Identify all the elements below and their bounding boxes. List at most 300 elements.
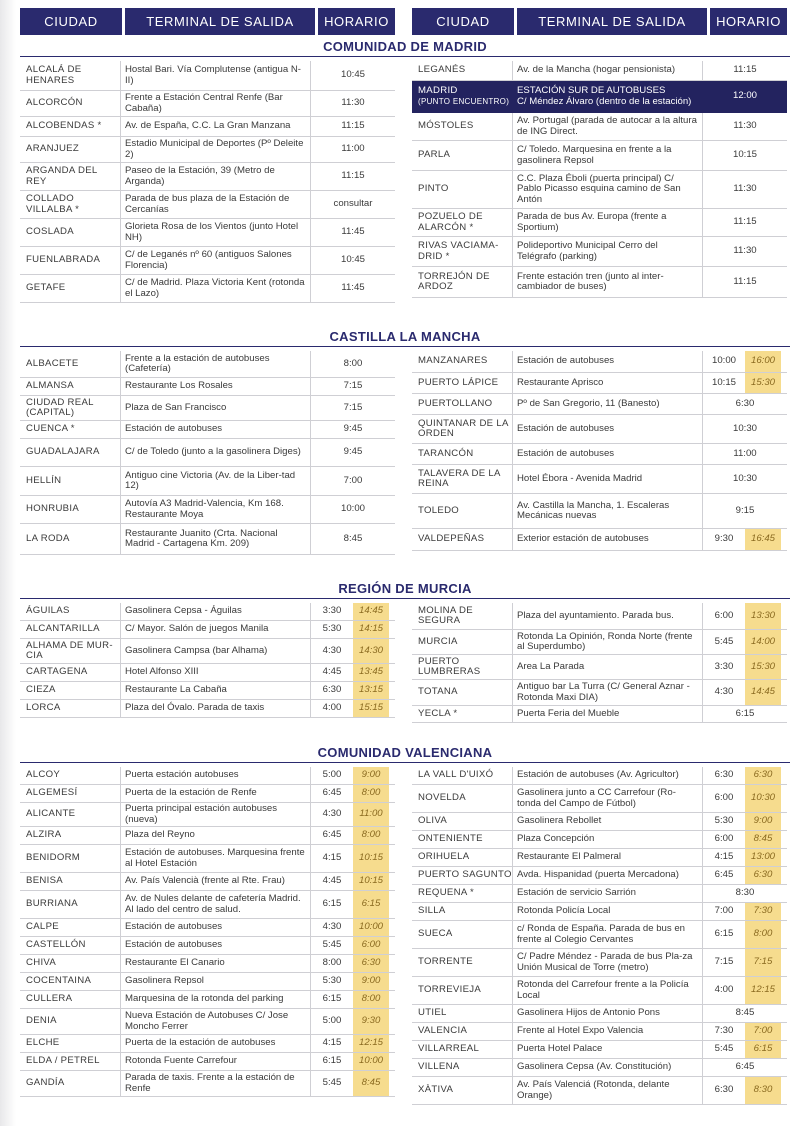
city-name: CHIVA — [26, 957, 57, 969]
second-departure-time: 10:30 — [745, 785, 781, 812]
terminal-address: Estación de autobuses — [517, 422, 615, 434]
table-row — [412, 831, 787, 849]
departure-time: 5:45 — [322, 1077, 342, 1089]
second-departure-time: 7:00 — [745, 1023, 781, 1040]
table-row — [412, 1077, 787, 1105]
city-name: VILLENA — [418, 1061, 460, 1073]
schedule-cell — [311, 1071, 395, 1096]
schedule-cell — [703, 267, 787, 297]
city-name: CALPE — [26, 921, 59, 933]
table-row — [20, 524, 395, 555]
terminal-address: Pº de San Gregorio, 11 (Banesto) — [517, 397, 660, 409]
schedule-cell — [311, 91, 395, 116]
city-cell — [412, 870, 512, 880]
city-name: QUINTANAR DE LA ORDEN — [418, 417, 509, 439]
terminal-cell — [512, 1059, 703, 1076]
schedule-cell — [311, 827, 395, 844]
departure-time: 6:45 — [714, 869, 734, 881]
departure-time: 5:45 — [714, 635, 734, 647]
city-cell — [20, 98, 120, 108]
second-departure-time: 7:15 — [745, 949, 781, 976]
departure-time: 4:45 — [322, 875, 342, 887]
terminal-wrap — [125, 894, 306, 915]
region-section — [20, 328, 790, 549]
table-row — [412, 867, 787, 885]
second-departure-time: 13:15 — [353, 682, 389, 699]
terminal-address: Rotonda Policía Local — [517, 905, 611, 917]
city-name: ALBACETE — [26, 357, 79, 369]
terminal-cell — [120, 621, 311, 638]
second-departure-time: 8:00 — [353, 827, 389, 844]
departure-time: 5:30 — [322, 623, 342, 635]
schedule-cell — [311, 1053, 395, 1070]
schedule-cell — [311, 61, 395, 90]
terminal-cell — [512, 767, 703, 784]
terminal-address: Avda. Hispanidad (puerta Mercadona) — [517, 869, 679, 881]
schedule-cell — [703, 630, 787, 654]
city-cell — [412, 272, 512, 293]
schedule-cell — [311, 496, 395, 523]
schedule-cell — [311, 682, 395, 699]
terminal-address: Puerta Hotel Palace — [517, 1043, 603, 1055]
city-name: ARGANDA DEL REY — [26, 165, 98, 187]
terminal-wrap — [517, 86, 691, 107]
schedule-cell — [703, 1041, 787, 1058]
departure-time: 7:00 — [714, 905, 734, 917]
departure-time: 10:45 — [340, 69, 365, 81]
schedule-cell — [311, 275, 395, 302]
city-name: VALENCIA — [418, 1025, 468, 1037]
terminal-address: Frente a Estación Central Renfe (Bar Cabaña) — [125, 92, 283, 114]
city-cell — [20, 283, 120, 293]
departure-time: 6:15 — [714, 928, 734, 940]
schedule-cell — [311, 803, 395, 826]
terminal-address: Restaurante Los Rosales — [125, 380, 233, 392]
departure-time: 10:00 — [711, 355, 736, 367]
departure-time: 7:00 — [343, 474, 363, 486]
table-row — [20, 603, 395, 621]
header-terminal: TERMINAL DE SALIDA — [517, 8, 707, 35]
terminal-address: Nueva Estación de Autobuses C/ Jose Moncho Ferrer — [125, 1010, 289, 1032]
terminal-cell — [512, 867, 703, 884]
departure-time: 4:00 — [714, 984, 734, 996]
region-divider — [20, 762, 790, 763]
terminal-address: Gasolinera Rebollet — [517, 815, 602, 827]
city-cell — [412, 770, 512, 780]
second-departure-time: 6:00 — [353, 937, 389, 954]
terminal-cell — [512, 61, 703, 80]
schedule-cell — [703, 444, 787, 464]
terminal-wrap — [517, 449, 614, 459]
departure-time: 5:00 — [322, 1015, 342, 1027]
city-name: ALCANTARILLA — [26, 623, 100, 635]
terminal-address: Estación de autobuses. Marquesina frente al Hotel Estación — [125, 847, 305, 869]
terminal-cell — [512, 849, 703, 866]
header-left — [20, 8, 395, 35]
city-cell — [412, 241, 512, 262]
table-row — [412, 351, 787, 373]
terminal-cell — [512, 171, 703, 208]
schedule-cell — [311, 700, 395, 717]
terminal-wrap — [517, 424, 614, 434]
departure-time: 4:15 — [714, 851, 734, 863]
terminal-address: Gasolinera Campsa (bar Alhama) — [125, 644, 268, 656]
terminal-address: Estación de servicio Sarrión — [517, 887, 636, 899]
city-name: MÓSTOLES — [418, 120, 474, 132]
schedule-cell — [703, 61, 787, 80]
terminal-wrap — [517, 501, 698, 522]
second-departure-time: 12:15 — [745, 977, 781, 1004]
schedule-cell — [703, 113, 787, 140]
second-departure-time: 13:30 — [745, 603, 781, 629]
city-cell — [20, 703, 120, 713]
departure-time: 11:15 — [733, 275, 757, 287]
table-row — [20, 682, 395, 700]
city-name: CUENCA * — [26, 423, 75, 435]
terminal-cell — [512, 1041, 703, 1058]
departure-time: 11:30 — [733, 245, 757, 257]
departure-time: 8:00 — [343, 357, 363, 369]
table-row — [20, 439, 395, 467]
table-row — [20, 785, 395, 803]
terminal-cell — [512, 141, 703, 170]
departure-time: 11:00 — [733, 447, 757, 459]
city-cell — [412, 419, 512, 440]
city-name: PUERTO SAGUNTO — [418, 869, 512, 881]
region-title: CASTILLA LA MANCHA — [329, 329, 481, 344]
terminal-wrap — [517, 212, 698, 233]
city-name: LA RODA — [26, 532, 70, 544]
terminal-wrap — [125, 424, 222, 434]
table-row — [20, 973, 395, 991]
schedule-cell — [703, 655, 787, 679]
terminal-cell — [512, 81, 703, 112]
terminal-address: Restaurante La Cabaña — [125, 684, 227, 696]
terminal-address: Rotonda La Opinión, Ronda Norte (frente al Superdumbo) — [517, 630, 693, 652]
city-cell — [412, 709, 512, 719]
terminal-cell — [120, 421, 311, 438]
second-departure-time: 15:30 — [745, 373, 781, 393]
terminal-address: Gasolinera Repsol — [125, 975, 204, 987]
schedule-cell — [311, 919, 395, 936]
terminal-cell — [120, 191, 311, 218]
schedule-column-right — [412, 603, 787, 723]
departure-time: 6:30 — [322, 684, 342, 696]
table-row — [20, 467, 395, 496]
terminal-wrap — [125, 65, 306, 86]
table-row — [412, 113, 787, 141]
city-cell — [412, 1026, 512, 1036]
departure-time: 4:30 — [714, 686, 734, 698]
terminal-cell — [120, 767, 311, 784]
terminal-address: Estación de autobuses — [517, 447, 615, 459]
city-name: TALAVERA DE LA REINA — [418, 467, 501, 489]
city-subtitle: (PUNTO ENCUENTRO) — [418, 96, 510, 106]
departure-time: 5:00 — [322, 769, 342, 781]
table-row — [20, 873, 395, 891]
table-row — [412, 1059, 787, 1077]
terminal-cell — [512, 351, 703, 372]
terminal-wrap — [125, 848, 306, 869]
region-title: REGIÓN DE MURCIA — [338, 581, 472, 596]
region-title: COMUNIDAD DE MADRID — [323, 39, 487, 54]
terminal-cell — [512, 267, 703, 297]
city-cell — [412, 212, 512, 233]
terminal-wrap — [125, 250, 306, 271]
table-row — [20, 1035, 395, 1053]
schedule-cell — [703, 785, 787, 812]
terminal-cell — [120, 467, 311, 495]
terminal-wrap — [125, 667, 199, 677]
departure-time: 10:30 — [732, 472, 757, 484]
departure-time: 7:15 — [343, 401, 363, 413]
terminal-wrap — [517, 1080, 698, 1101]
meeting-point-row — [412, 81, 787, 113]
second-departure-time: 9:00 — [353, 973, 389, 990]
schedule-cell — [311, 191, 395, 218]
second-departure-time: 6:30 — [353, 955, 389, 972]
city-name: VILLARREAL — [418, 1043, 480, 1055]
city-name: TORREJÓN DE ARDOZ — [418, 270, 490, 292]
terminal-address: Plaza de San Francisco — [125, 401, 227, 413]
terminal-address: Estación de autobuses — [125, 939, 223, 951]
terminal-cell — [512, 785, 703, 812]
terminal-wrap — [517, 816, 601, 826]
terminal-address: Estación de autobuses — [125, 921, 223, 933]
table-row — [20, 919, 395, 937]
schedule-cell — [703, 529, 787, 550]
terminal-address: Av. Castilla la Mancha, 1. Escaleras Mecánicas nuevas — [517, 499, 670, 521]
city-cell — [412, 356, 512, 366]
departure-time: 9:45 — [343, 423, 363, 435]
city-cell — [412, 687, 512, 697]
terminal-wrap — [125, 976, 204, 986]
terminal-wrap — [125, 166, 306, 187]
terminal-cell — [512, 831, 703, 848]
city-cell — [412, 834, 512, 844]
departure-time: 9:30 — [714, 533, 734, 545]
city-cell — [20, 121, 120, 131]
city-cell — [20, 922, 120, 932]
table-row — [412, 921, 787, 949]
terminal-address: Av. País Valencià (frente al Rte. Frau) — [125, 875, 285, 887]
schedule-cell — [703, 171, 787, 208]
city-name: XÀTIVA — [418, 1084, 454, 1096]
schedule-cell — [311, 117, 395, 136]
terminal-wrap — [517, 1026, 643, 1036]
terminal-address: Hotel Alfonso XIII — [125, 666, 199, 678]
city-cell — [20, 166, 120, 187]
second-departure-time: 15:15 — [353, 700, 389, 717]
second-departure-time: 8:00 — [353, 991, 389, 1008]
city-name: ALCORCÓN — [26, 97, 83, 109]
departure-time: 8:30 — [735, 887, 755, 899]
second-departure-time: 15:30 — [745, 655, 781, 679]
terminal-address: Rotonda del Carrefour frente a la Policía Local — [517, 979, 689, 1001]
table-row — [20, 421, 395, 439]
city-cell — [20, 65, 120, 86]
terminal-cell — [120, 682, 311, 699]
departure-time: 3:30 — [322, 605, 342, 617]
city-name: ALMANSA — [26, 380, 74, 392]
city-name: BENISA — [26, 875, 63, 887]
city-name: MOLINA DE SEGURA — [418, 604, 473, 626]
departure-time: 9:15 — [735, 504, 755, 516]
departure-time: 11:15 — [733, 216, 757, 228]
terminal-wrap — [517, 662, 584, 672]
city-cell — [20, 359, 120, 369]
second-departure-time: 8:30 — [745, 1077, 781, 1104]
city-cell — [20, 447, 120, 457]
schedule-cell — [311, 396, 395, 420]
departure-time: 6:15 — [322, 898, 342, 910]
terminal-address: Av. de Nules delante de cafetería Madrid. Al lado del centro de salud. — [125, 893, 301, 915]
terminal-wrap — [517, 241, 698, 262]
second-departure-time: 6:30 — [745, 767, 781, 784]
city-cell — [412, 816, 512, 826]
city-cell — [412, 888, 512, 898]
terminal-wrap — [125, 1011, 306, 1032]
terminal-wrap — [517, 632, 698, 653]
terminal-address: Puerta de la estación de Renfe — [125, 787, 257, 799]
departure-time: 6:30 — [714, 1084, 734, 1096]
terminal-address: Antiguo cine Victoria (Av. de la Liber-tad 12) — [125, 469, 296, 491]
terminal-wrap — [125, 278, 306, 299]
terminal-wrap — [125, 499, 306, 520]
terminal-cell — [512, 1005, 703, 1022]
departure-time: 4:30 — [322, 808, 342, 820]
terminal-wrap — [125, 940, 222, 950]
terminal-address: C/ de Leganés nº 60 (antiguos Salones Florencia) — [125, 249, 292, 271]
departure-time: 7:15 — [343, 380, 363, 392]
terminal-wrap — [125, 685, 227, 695]
schedule-cell — [703, 141, 787, 170]
second-departure-time: 13:45 — [353, 664, 389, 681]
schedule-cell — [311, 664, 395, 681]
header-city: CIUDAD — [20, 8, 122, 35]
schedule-cell — [703, 977, 787, 1004]
terminal-wrap — [517, 378, 603, 388]
schedule-cell — [703, 1059, 787, 1076]
city-cell — [20, 255, 120, 265]
city-name: ALHAMA DE MUR-CIA — [26, 639, 113, 661]
terminal-wrap — [125, 788, 257, 798]
terminal-wrap — [125, 354, 306, 375]
terminal-address: Plaza del Reyno — [125, 829, 195, 841]
city-name: GETAFE — [26, 282, 66, 294]
terminal-address: Gasolinera Cepsa (Av. Constitución) — [517, 1061, 672, 1073]
terminal-wrap — [517, 906, 610, 916]
city-cell — [412, 1008, 512, 1018]
table-row — [20, 991, 395, 1009]
terminal-wrap — [125, 403, 226, 413]
table-row — [412, 494, 787, 529]
city-cell — [20, 194, 120, 215]
city-name: PINTO — [418, 183, 449, 195]
table-row — [412, 849, 787, 867]
terminal-cell — [120, 991, 311, 1008]
terminal-address: Frente a la estación de autobuses (Cafetería) — [125, 352, 270, 374]
terminal-address: Puerta principal estación autobuses (nueva) — [125, 803, 277, 825]
schedule-column-left — [20, 61, 395, 303]
table-row — [20, 378, 395, 396]
schedule-column-right — [412, 351, 787, 551]
terminal-cell — [120, 117, 311, 136]
terminal-cell — [120, 785, 311, 802]
terminal-cell — [120, 1035, 311, 1052]
table-row — [412, 706, 787, 723]
city-cell — [412, 534, 512, 544]
second-departure-time: 11:00 — [353, 803, 389, 826]
schedule-cell — [311, 1009, 395, 1034]
terminal-address: Marquesina de la rotonda del parking — [125, 993, 284, 1005]
terminal-cell — [120, 524, 311, 554]
city-cell — [20, 641, 120, 662]
page-edge-shade — [0, 0, 16, 1126]
departure-time: 6:00 — [714, 609, 734, 621]
terminal-cell — [120, 1071, 311, 1096]
schedule-cell — [311, 163, 395, 190]
second-departure-time: 10:15 — [353, 873, 389, 890]
table-row — [20, 191, 395, 219]
terminal-address: Estación de autobuses (Av. Agricultor) — [517, 769, 679, 781]
city-name: HONRUBIA — [26, 503, 80, 515]
terminal-address: Puerta Feria del Mueble — [517, 707, 620, 719]
terminal-cell — [120, 919, 311, 936]
schedule-cell — [311, 937, 395, 954]
region-title: COMUNIDAD VALENCIANA — [317, 745, 493, 760]
terminal-address: Av. País Valenciá (Rotonda, delante Orange) — [517, 1079, 670, 1101]
city-name: ORIHUELA — [418, 851, 470, 863]
terminal-wrap — [125, 194, 306, 215]
schedule-cell — [311, 421, 395, 438]
city-name: REQUENA * — [418, 887, 475, 899]
city-cell — [412, 637, 512, 647]
terminal-address: Glorieta Rosa de los Vientos (junto Hotel NH) — [125, 221, 299, 243]
schedule-cell — [311, 137, 395, 162]
second-departure-time: 9:00 — [745, 813, 781, 830]
city-name: ALGEMESÍ — [26, 787, 78, 799]
terminal-address: Hostal Bari. Vía Complutense (antigua N-II) — [125, 64, 301, 86]
terminal-cell — [120, 163, 311, 190]
terminal-address: C/ Toledo. Marquesina en frente a la gasolinera Repsol — [517, 144, 672, 166]
city-cell — [20, 667, 120, 677]
city-name: SUECA — [418, 928, 453, 940]
departure-time: 11:45 — [341, 226, 365, 238]
departure-time: 10:45 — [340, 254, 365, 266]
terminal-address: C/ Mayor. Salón de juegos Manila — [125, 623, 269, 635]
schedule-column-left — [20, 767, 395, 1097]
terminal-wrap — [517, 709, 619, 719]
terminal-wrap — [517, 770, 679, 780]
terminal-cell — [120, 664, 311, 681]
terminal-cell — [120, 1009, 311, 1034]
terminal-cell — [512, 529, 703, 550]
city-cell — [20, 381, 120, 391]
departure-time: consultar — [333, 198, 373, 210]
table-row — [20, 61, 395, 91]
second-departure-time: 14:45 — [745, 680, 781, 705]
city-cell — [20, 624, 120, 634]
terminal-wrap — [125, 139, 306, 160]
city-name: MADRID — [418, 85, 458, 97]
table-row — [412, 529, 787, 551]
city-cell — [20, 227, 120, 237]
terminal-cell — [512, 813, 703, 830]
terminal-wrap — [125, 770, 239, 780]
departure-time: 4:00 — [322, 702, 342, 714]
schedule-column-left — [20, 603, 395, 718]
